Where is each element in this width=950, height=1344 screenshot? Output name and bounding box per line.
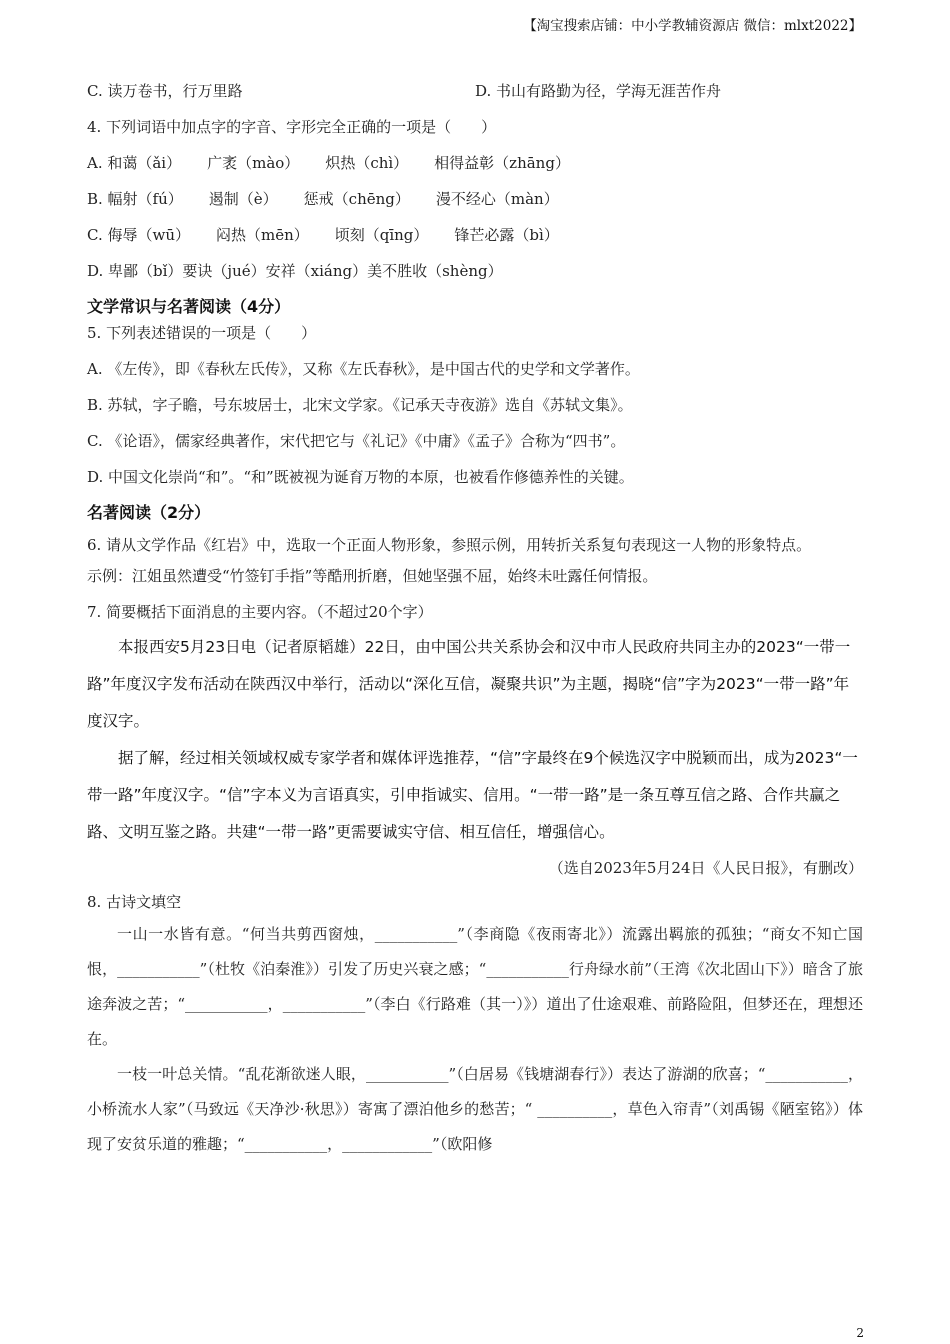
q4-a-item: A. 和蔼（ǎi）	[87, 154, 182, 172]
q8-paragraph-1: 一山一水皆有意。“何当共剪西窗烛，___________”（李商隐《夜雨寄北》）流露出羁旅的孤独；“商女不知亡国恨，___________”（杜牧《泊秦淮》）引发了历史兴衰之感；“___________行舟绿水前”（王湾《次北固山下》）暗含了旅途奔波之苦；“___________，___________”（李白《行路难（其一）》）道出了仕途艰难、前路险阻，但梦还在，理想还在。	[87, 925, 863, 1048]
header-watermark: 【淘宝搜索店铺：中小学教辅资源店 微信：mlxt2022】	[523, 18, 862, 34]
q6-stem: 6. 请从文学作品《红岩》中，选取一个正面人物形象，参照示例，用转折关系复句表现这一人物的形象特点。	[87, 536, 812, 554]
q4-stem: 4. 下列词语中加点字的字音、字形完全正确的一项是（ ）	[87, 118, 497, 136]
q4-a-item: 相得益彰（zhāng）	[434, 154, 570, 172]
q5-option-b: B. 苏轼，字子瞻，号东坡居士，北宋文学家。《记承天寺夜游》选自《苏轼文集》。	[87, 396, 633, 414]
q3-option-c: C. 读万卷书，行万里路	[87, 82, 243, 100]
q4-c-item: 顷刻（qīng）	[334, 226, 429, 244]
q5-option-c: C. 《论语》，儒家经典著作，宋代把它与《礼记》《中庸》《孟子》合称为“四书”。	[87, 432, 626, 450]
page-content	[87, 80, 863, 1162]
q7-news-paragraph-1: 本报西安5月23日电（记者原韬雄）22日，由中国公共关系协会和汉中市人民政府共同主办的2023“一带一路”年度汉字发布活动在陕西汉中举行，活动以“深化互信，凝聚共识”为主题，揭晓“信”字为2023“一带一路”年度汉字。	[87, 638, 851, 730]
q8-paragraph-2: 一枝一叶总关情。“乱花渐欲迷人眼，___________”（白居易《钱塘湖春行》）表达了游湖的欣喜；“___________，小桥流水人家”（马致远《天净沙·秋思》）寄寓了漂泊他乡的愁苦；“ __________，草色入帘青”（刘禹锡《陋室铭》）体现了安贫乐道的雅趣；“___________，____________”（欧阳修	[87, 1065, 863, 1153]
q4-b-item: 遏制（è）	[208, 190, 278, 208]
q4-a-item: 广袤（mào）	[207, 154, 300, 172]
q8-stem: 8. 古诗文填空	[87, 893, 182, 911]
q4-option-b	[87, 188, 863, 210]
q4-option-a	[87, 152, 863, 174]
q3-options-cd	[87, 80, 863, 102]
q5-option-d: D. 中国文化崇尚“和”。“和”既被视为诞育万物的本原，也被看作修德养性的关键。	[87, 468, 634, 486]
q4-option-c	[87, 224, 863, 246]
q4-c-item: C. 侮辱（wū）	[87, 226, 190, 244]
page-number: 2	[856, 1326, 864, 1340]
q4-option-d: D. 卑鄙（bǐ）要诀（jué）安祥（xiáng）美不胜收（shèng）	[87, 262, 503, 280]
section-title-literature: 文学常识与名著阅读（4分）	[87, 297, 291, 316]
q4-b-item: B. 幅射（fú）	[87, 190, 183, 208]
q4-b-item: 漫不经心（màn）	[435, 190, 559, 208]
q4-c-item: 闷热（mēn）	[215, 226, 309, 244]
q6-example: 示例：江姐虽然遭受“竹签钉手指”等酷刑折磨，但她坚强不屈，始终未吐露任何情报。	[87, 567, 658, 585]
q4-c-item: 锋芒必露（bì）	[454, 226, 559, 244]
q4-b-item: 惩戒（chēng）	[303, 190, 410, 208]
q5-option-a: A. 《左传》，即《春秋左氏传》，又称《左氏春秋》，是中国古代的史学和文学著作。	[87, 360, 640, 378]
q4-a-item: 炽热（chì）	[325, 154, 409, 172]
q7-source: （选自2023年5月24日《人民日报》，有删改）	[548, 859, 863, 877]
q7-news-paragraph-2: 据了解，经过相关领域权威专家学者和媒体评选推荐，“信”字最终在9个候选汉字中脱颖而出，成为2023“一带一路”年度汉字。“信”字本义为言语真实，引申指诚实、信用。“一带一路”是一条互尊互信之路、合作共赢之路、文明互鉴之路。共建“一带一路”更需要诚实守信、相互信任，增强信心。	[87, 749, 858, 841]
q7-stem: 7. 简要概括下面消息的主要内容。（不超过20个字）	[87, 603, 433, 621]
q3-option-d: D. 书山有路勤为径，学海无涯苦作舟	[475, 82, 722, 100]
q5-stem: 5. 下列表述错误的一项是（ ）	[87, 324, 317, 342]
section-title-classics: 名著阅读（2分）	[87, 503, 211, 522]
